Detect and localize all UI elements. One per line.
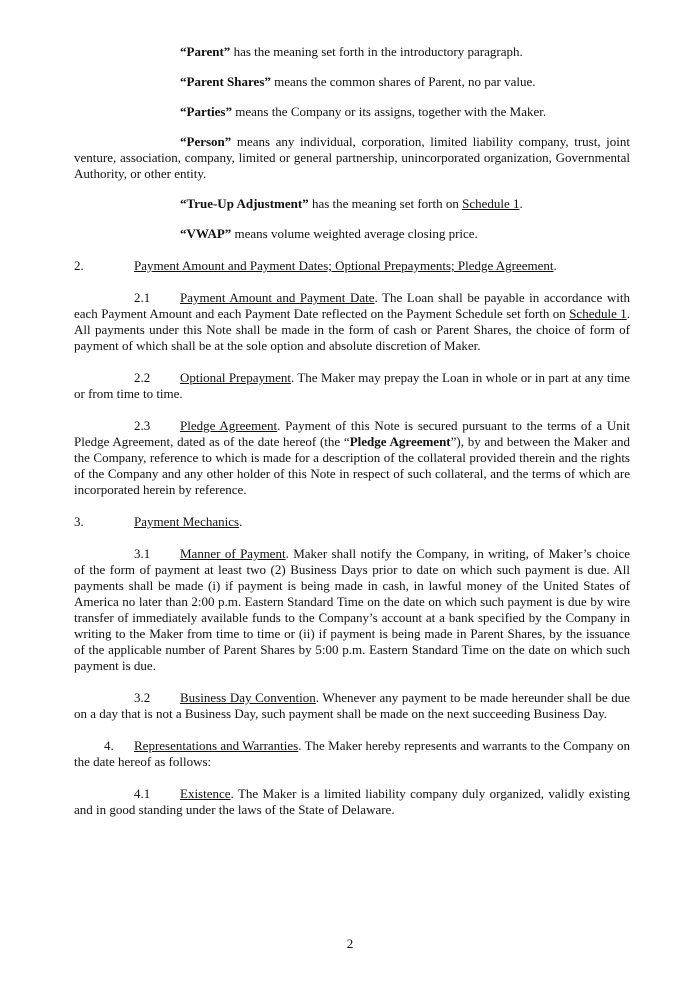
definition-person bbox=[74, 134, 630, 182]
section-title: Payment Mechanics bbox=[134, 514, 240, 529]
subsection-title: Optional Prepayment bbox=[180, 370, 291, 385]
section-text: . The Maker hereby represents and warrants to the Company on the date hereof as follows: bbox=[74, 738, 630, 769]
subsection-number: 3.1 bbox=[134, 546, 151, 561]
definition-text: means volume weighted average closing price. bbox=[231, 226, 478, 241]
subsection-text: . Maker shall notify the Company, in writing, of Maker’s choice of the form of payment at least two (2) Business Days prior to date on which such payment is due. All payments shall be made (i) if payment is being made in cash, in lawful money of the United States of America no later than 2:00 p.m. Eastern Standard Time on the date on which such payment is due by wire transfer of immediately available funds to the Company’s account at a bank specified by the Company in writing to the Maker from time to time or (ii) if payment is being made in Parent Shares, by the issuance of the applicable number of Parent Shares by 5:00 p.m. Eastern Standard Time on the date on which such payment is due. bbox=[74, 546, 630, 673]
subsection-title: Manner of Payment bbox=[180, 546, 286, 561]
definition-text: means the common shares of Parent, no par value. bbox=[270, 74, 536, 89]
subsection-number: 2.3 bbox=[134, 418, 151, 433]
definition-parent bbox=[74, 44, 630, 60]
subsection-number: 2.2 bbox=[134, 370, 151, 385]
definition-term: “Parent” bbox=[180, 44, 231, 59]
subsection-text: . Payment of this Note is secured pursuant to the terms of a Unit Pledge Agreement, dated as of the date hereof (the “ bbox=[74, 418, 630, 449]
definition-text-end: . bbox=[519, 196, 523, 211]
subsection-title: Existence bbox=[180, 786, 231, 801]
section-4-heading bbox=[74, 738, 630, 770]
definition-parent-shares bbox=[74, 74, 630, 90]
subsection-text: . The Loan shall be payable in accordance with each Payment Amount and each Payment Date reflected on the Payment Schedule set forth on bbox=[74, 290, 630, 321]
section-4-1 bbox=[74, 786, 630, 818]
section-3-heading bbox=[74, 514, 630, 530]
definition-text: means the Company or its assigns, together with the Maker. bbox=[231, 104, 547, 119]
definition-term: “True-Up Adjustment” bbox=[180, 196, 309, 211]
definition-text: has the meaning set forth on bbox=[308, 196, 463, 211]
subsection-text: . The Maker is a limited liability company duly organized, validly existing and in good standing under the laws of the State of Delaware. bbox=[74, 786, 630, 817]
subsection-text: . The Maker may prepay the Loan in whole or in part at any time or from time to time. bbox=[74, 370, 630, 401]
definition-term: “Parent Shares” bbox=[180, 74, 271, 89]
section-number: 2. bbox=[74, 258, 84, 273]
section-title: Representations and Warranties bbox=[134, 738, 299, 753]
definition-parties bbox=[74, 104, 630, 120]
page-number: 2 bbox=[346, 936, 354, 951]
subsection-title: Pledge Agreement bbox=[180, 418, 278, 433]
subsection-number: 3.2 bbox=[134, 690, 151, 705]
section-title-end: . bbox=[553, 258, 557, 273]
definition-true-up-adjustment bbox=[74, 196, 630, 212]
defined-term-pledge-agreement: Pledge Agreement bbox=[349, 434, 451, 449]
definition-term: “Person” bbox=[180, 134, 232, 149]
definition-text: means any individual, corporation, limited liability company, trust, joint venture, association, company, limited or general partnership, unincorporated organization, Governmental Authority, or other entity. bbox=[74, 134, 630, 181]
section-title-end: . bbox=[239, 514, 243, 529]
definition-vwap bbox=[74, 226, 630, 242]
definition-term: “VWAP” bbox=[180, 226, 232, 241]
document-page bbox=[74, 44, 630, 818]
subsection-number: 4.1 bbox=[134, 786, 151, 801]
schedule-1-reference: Schedule 1 bbox=[569, 306, 627, 321]
section-number: 3. bbox=[74, 514, 84, 529]
section-3-2 bbox=[74, 690, 630, 722]
subsection-text-end: ”), by and between the Maker and the Company, reference to which is made for a description of the collateral provided therein and the rights of the Company and any other holder of this Note in respect of such collateral, and the terms of which are incorporated herein by reference. bbox=[74, 434, 630, 497]
subsection-number: 2.1 bbox=[134, 290, 151, 305]
section-number: 4. bbox=[104, 738, 114, 753]
definition-text: has the meaning set forth in the introductory paragraph. bbox=[230, 44, 523, 59]
subsection-title: Payment Amount and Payment Date bbox=[180, 290, 375, 305]
definition-term: “Parties” bbox=[180, 104, 232, 119]
subsection-title: Business Day Convention bbox=[180, 690, 316, 705]
section-2-1 bbox=[74, 290, 630, 354]
section-3-1 bbox=[74, 546, 630, 674]
section-2-heading bbox=[74, 258, 630, 274]
subsection-text-end: . All payments under this Note shall be made in the form of cash or Parent Shares, the choice of form of payment of which shall be at the sole option and absolute discretion of Maker. bbox=[74, 306, 631, 353]
subsection-text: . Whenever any payment to be made hereunder shall be due on a day that is not a Business Day, such payment shall be made on the next succeeding Business Day. bbox=[74, 690, 630, 721]
schedule-1-reference: Schedule 1 bbox=[462, 196, 520, 211]
section-2-3 bbox=[74, 418, 630, 498]
section-2-2 bbox=[74, 370, 630, 402]
section-title: Payment Amount and Payment Dates; Optional Prepayments; Pledge Agreement bbox=[134, 258, 554, 273]
